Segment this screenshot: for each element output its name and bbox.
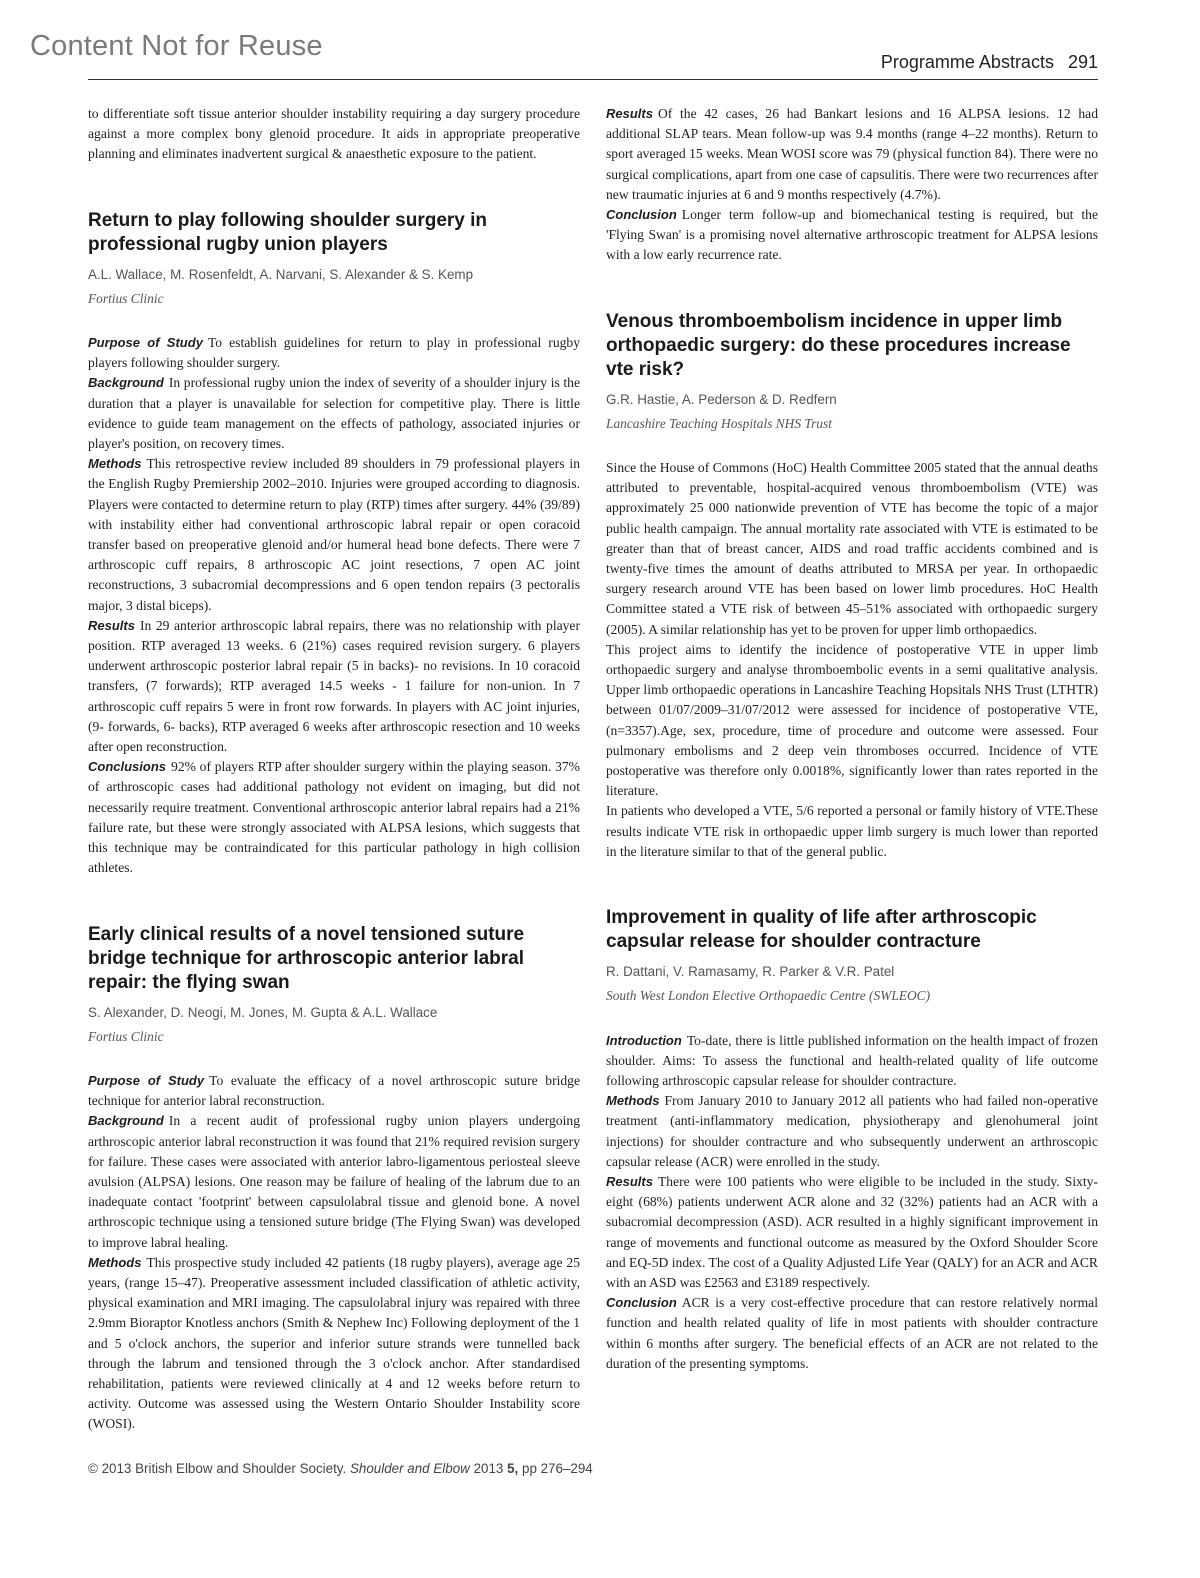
section-label: Results [606,106,653,121]
journal-name: Shoulder and Elbow [349,1461,470,1476]
page-number: 291 [1067,52,1098,72]
section-text: Longer term follow-up and biomechanical testing is required, but the 'Flying Swan' is a promising novel alternative arthroscopic treatment for ALPSA lesions with a low early recurrence rate. [606,207,1098,263]
abstract-affiliation: Fortius Clinic [88,290,164,306]
journal-year: 2013 [473,1461,504,1476]
right-column [606,104,1098,1374]
continuation-text: to differentiate soft tissue anterior shoulder instability requiring a day surgery procedure against a more complex bony glenoid procedure. It aids in appropriate preoperative planning and eliminates inadvertent surgical & anaesthetic exposure to the patient. [88,106,580,162]
abstract-affiliation: Fortius Clinic [88,1028,164,1044]
section-text: 92% of players RTP after shoulder surgery within the playing season. 37% of arthroscopic cases had additional pathology not evident on imaging, but did not necessarily require treatment. Conventional arthroscopic anterior labral repairs had a 21% failure rate, but these were strongly associated with ALPSA lesions, which suggests that this technique may be contraindicated for this particular pathology in high collision athletes. [88,759,580,876]
section-label: Purpose of Study [88,1072,205,1088]
section-label: Introduction [606,1032,682,1048]
section-label: Methods [606,1093,660,1109]
section-text: To evaluate the efficacy of a novel arthroscopic suture bridge technique for anterior labral reconstruction. [88,1072,580,1109]
abstract-title: Improvement in quality of life after arthroscopic capsular release for shoulder contracture [606,907,1037,953]
section-label: Methods [88,1254,142,1270]
abstract-title: Return to play following shoulder surgery in professional rugby union players [88,209,488,255]
section-label: Background [88,375,164,391]
section-text: From January 2010 to January 2012 all patients who had failed non-operative treatment (anti-inflammatory medication, physiotherapy and glenohumeral joint injections) for shoulder contracture and who subsequently underwent an arthroscopic capsular release (ACR) were enrolled in the study. [606,1093,1098,1169]
abstract-paragraph [88,757,580,878]
abstract-paragraph [88,373,580,454]
abstract-paragraph [606,205,1098,266]
section-text: In professional rugby union the index of severity of a shoulder injury is the duration that a player is unavailable for selection for competitive play. There is little evidence to guide team management on the effects of pathology, associated injuries or player's position, on recovery times. [88,375,580,452]
abstract-authors: G.R. Hastie, A. Pederson & D. Redfern [606,391,837,407]
abstract-title: Venous thromboembolism incidence in upper limb orthopaedic surgery: do these procedures increase vte risk? [606,310,1071,380]
left-column [88,104,580,1435]
running-head [88,52,1098,73]
section-title: Programme Abstracts [880,52,1054,72]
journal-volume: 5, [507,1461,519,1476]
section-text: In a recent audit of professional rugby union players undergoing arthroscopic anterior labral reconstruction it was found that 21% required revision surgery for failure. These cases were associated with anterior labro-ligamentous periosteal sleeve avulsion (ALPSA) lesions. One reason may be failure of healing of the labrum due to an inadequate contact 'footprint' between capsulolabral tissue and glenoid bone. A novel arthroscopic technique using a tensioned suture bridge (The Flying Swan) was developed to improve labral healing. [88,1113,580,1250]
abstract-paragraph [606,1091,1098,1172]
section-text: There were 100 patients who were eligible to be included in the study. Sixty-eight (68%) patients underwent ACR alone and 32 (32%) patients had an ACR with a subacromial decompression (ASD). ACR resulted in a highly significant improvement in range of movements and functional outcome as measured by the Oxford Shoulder Score and EQ-5D index. The cost of a Quality Adjusted Life Year (QALY) for an ACR and ACR with an ASD was £2563 and £3189 respectively. [606,1173,1098,1290]
abstract-paragraph [88,333,580,373]
abstract-paragraph [88,1111,580,1252]
section-text: To-date, there is little published information on the health impact of frozen shoulder. Aims: To assess the functional and health-related quality of life outcome following arthroscopic capsular release for shoulder contracture. [606,1032,1098,1088]
abstract-paragraph [606,104,1098,205]
section-text: This prospective study included 42 patients (18 rugby players), average age 25 years, (range 15–47). Preoperative assessment included classification of athletic activity, physical examination and MRI imaging. The capsulolabral injury was repaired with three 2.9mm Bioraptor Knotless anchors (Smith & Nephew Inc) Following deployment of the 1 and 5 o'clock anchors, the superior and inferior suture strands were tunnelled back through the labrum and tensioned through the 3 o'clock anchor. After standardised rehabilitation, patients were reviewed clinically at 4 and 12 weeks before return to activity. Outcome was assessed using the Western Ontario Shoulder Instability score (WOSI). [88,1254,580,1432]
abstract-vte-incidence [606,310,1098,862]
abstract-affiliation: Lancashire Teaching Hospitals NHS Trust [606,415,832,431]
abstract-affiliation: South West London Elective Orthopaedic Centre (SWLEOC) [606,988,931,1004]
journal-pages: pp 276–294 [522,1461,593,1476]
abstract-authors: S. Alexander, D. Neogi, M. Jones, M. Gupta & A.L. Wallace [88,1004,438,1020]
abstract-capsular-release [606,906,1098,1374]
abstract-authors: R. Dattani, V. Ramasamy, R. Parker & V.R. Patel [606,964,895,980]
abstract-paragraph [606,1172,1098,1293]
abstract-title: Early clinical results of a novel tensioned suture bridge technique for arthroscopic anterior labral repair: the flying swan [88,923,525,993]
section-text: In 29 anterior arthroscopic labral repairs, there was no relationship with player position. RTP averaged 13 weeks. 6 (21%) cases required revision surgery. 6 players underwent arthroscopic posterior labral repair (5 in backs)- no revisions. In 10 coracoid transfers, (7 forwards); RTP averaged 14.5 weeks - 1 failure for non-union. In 7 arthroscopic cuff repairs 5 were in front row forwards. In players with AC joint injuries, (9- forwards, 6- backs), RTP averaged 6 weeks after arthroscopic resection and 10 weeks after open reconstruction. [88,617,580,755]
page-footer [88,1461,593,1476]
abstract-paragraph [606,1031,1098,1092]
header-rule [88,79,1098,80]
copyright: © 2013 British Elbow and Shoulder Society. [88,1461,347,1476]
section-label: Background [88,1113,164,1129]
section-text: ACR is a very cost-effective procedure that can restore relatively normal function and health related quality of life in most patients with shoulder contracture within 6 months after surgery. The beneficial effects of an ACR are not related to the duration of the presenting symptoms. [606,1295,1098,1371]
section-text: Of the 42 cases, 26 had Bankart lesions and 16 ALPSA lesions. 12 had additional SLAP tears. Mean follow-up was 9.4 months (range 4–22 months). Return to sport averaged 15 weeks. Mean WOSI score was 79 (physical function 84). There were no surgical complications, apart from one case of capsulitis. There were two recurrences after new traumatic injuries at 6 and 9 months respectively (4.7%). [606,106,1098,202]
abstract-paragraph: This project aims to identify the incidence of postoperative VTE in upper limb orthopaedic surgery and analyse thromboembolic events in a semi qualitative analysis. Upper limb orthopaedic operations in Lancashire Teaching Hopsitals NHS Trust (LTHTR) between 01/07/2009–31/07/2012 were assessed for incidence of postoperative VTE, (n=3357).Age, sex, procedure, time of procedure and outcome were assessed. Four pulmonary embolisms and 2 deep vein thromboses occurred. Incidence of VTE postoperative was therefore only 0.0018%, significantly lower than rates reported in the literature. [606,641,1098,799]
abstract-paragraph [88,616,580,757]
section-label: Conclusions [88,759,167,775]
section-label: Conclusion [606,207,677,223]
abstract-paragraph: Since the House of Commons (HoC) Health Committee 2005 stated that the annual deaths attributed to preventable, hospital-acquired venous thromboembolism (VTE) was approximately 25 000 nationwide prevention of VTE has become the topic of a major public health campaign. The annual mortality rate associated with VTE is estimated to be greater than that of breast cancer, AIDS and road traffic accidents combined and is twenty-five times the amount of deaths attributed to MRSA per year. In orthopaedic surgery research around VTE has been based on lower limb procedures. HoC Health Committee stated a VTE risk of between 45–51% associated with orthopaedic surgery (2005). A similar relationship has yet to be proven for upper limb orthopaedics. [606,460,1098,637]
section-label: Methods [88,456,142,472]
abstract-authors: A.L. Wallace, M. Rosenfeldt, A. Narvani, S. Alexander & S. Kemp [88,266,474,282]
section-label: Purpose of Study [88,335,203,351]
abstract-return-to-play [88,209,580,879]
abstract-paragraph [88,1071,580,1111]
abstract-paragraph [606,1293,1098,1374]
section-text: To establish guidelines for return to play in professional rugby players following shoulder surgery. [88,335,581,371]
abstract-flying-swan [88,923,580,1435]
abstract-paragraph [88,454,580,616]
section-label: Results [606,1173,653,1189]
section-label: Results [88,617,135,633]
watermark: Content Not for Reuse [30,30,323,62]
section-text: This retrospective review included 89 shoulders in 79 professional players in the English Rugby Premiership 2002–2010. Injuries were grouped according to diagnosis. Players were contacted to determine return to play (RTP) times after surgery. 44% (39/89) with instability either had conventional arthroscopic labral repair or open coracoid transfer based on preoperative glenoid and/or humeral head bone defects. There were 7 arthroscopic cuff repairs, 8 arthroscopic AC joint resections, 7 open AC joint reconstructions, 3 subacromial decompressions and 6 open tendon repairs (3 pectoralis major, 3 distal biceps). [88,456,580,613]
section-label: Conclusion [606,1295,677,1311]
abstract-paragraph [88,1253,580,1435]
abstract-paragraph: In patients who developed a VTE, 5/6 reported a personal or family history of VTE.These results indicate VTE risk in orthopaedic upper limb surgery is much lower than reported in the literature similar to that of the general public. [606,803,1098,859]
